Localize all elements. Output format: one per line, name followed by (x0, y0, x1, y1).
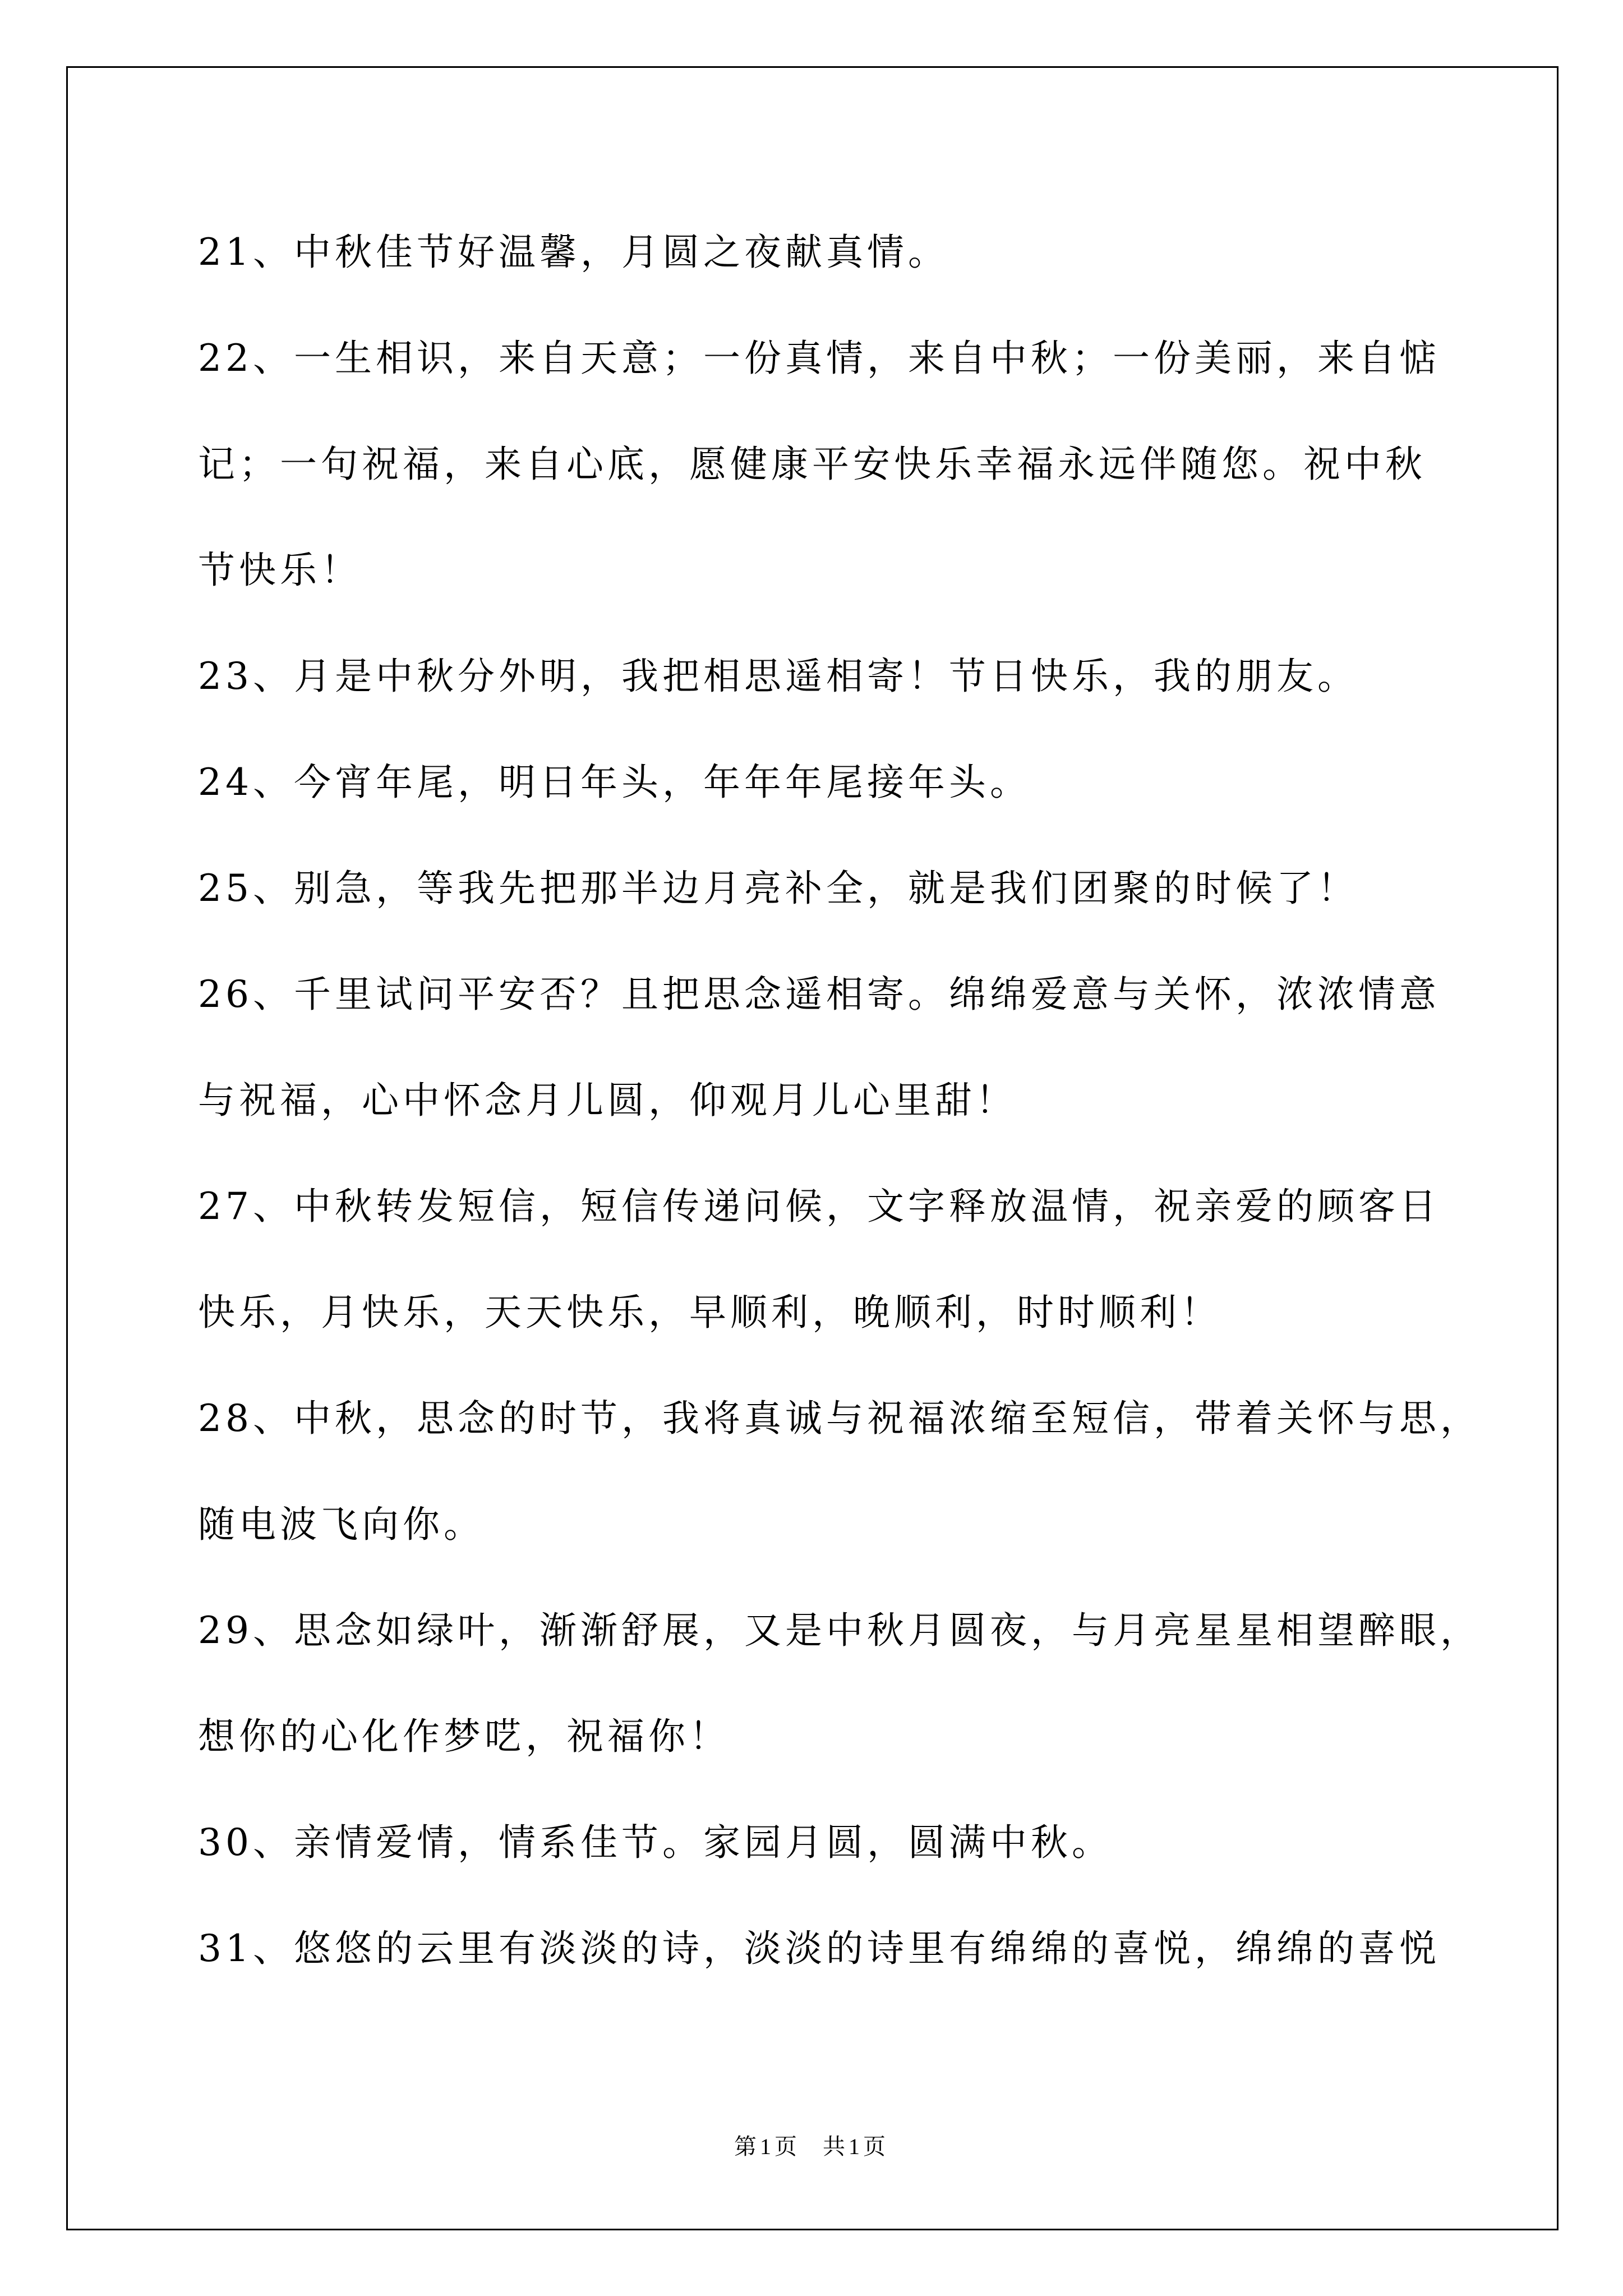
text-line: 随电波飞向你。 (198, 1503, 485, 1546)
text-line: 26、千里试问平安否？且把思念遥相寄。绵绵爱意与关怀，浓浓情意 (198, 973, 1440, 1016)
paragraph-22 (198, 305, 1505, 623)
text-line: 想你的心化作梦呓，祝福你！ (198, 1715, 730, 1758)
text-line: 24、今宵年尾，明日年头，年年年尾接年头。 (198, 761, 1031, 804)
text-line: 29、思念如绿叶，渐渐舒展，又是中秋月圆夜，与月亮星星相望醉眼， (198, 1609, 1481, 1652)
paragraph-27 (198, 1153, 1505, 1365)
text-line: 21、中秋佳节好温馨，月圆之夜献真情。 (198, 231, 949, 274)
text-line: 快乐，月快乐，天天快乐，早顺利，晚顺利，时时顺利！ (198, 1291, 1221, 1334)
paragraph-23 (198, 623, 1505, 729)
text-line: 22、一生相识，来自天意；一份真情，来自中秋；一份美丽，来自惦 (198, 337, 1440, 380)
text-line: 与祝福，心中怀念月儿圆，仰观月儿心里甜！ (198, 1079, 1017, 1122)
text-line: 31、悠悠的云里有淡淡的诗，淡淡的诗里有绵绵的喜悦，绵绵的喜悦 (198, 1927, 1440, 1970)
document-body (198, 199, 1505, 2001)
text-line: 25、别急，等我先把那半边月亮补全，就是我们团聚的时候了！ (198, 867, 1358, 910)
paragraph-25 (198, 835, 1505, 941)
text-line: 23、月是中秋分外明，我把相思遥相寄！节日快乐，我的朋友。 (198, 655, 1358, 698)
text-line: 记；一句祝福，来自心底，愿健康平安快乐幸福永远伴随您。祝中秋 (198, 443, 1426, 486)
paragraph-21 (198, 199, 1505, 305)
page-number: 第1页 (734, 2134, 800, 2159)
page-count: 共1页 (823, 2134, 889, 2159)
text-line: 30、亲情爱情，情系佳节。家园月圆，圆满中秋。 (198, 1821, 1113, 1864)
paragraph-31 (198, 1895, 1505, 2001)
text-line: 27、中秋转发短信，短信传递问候，文字释放温情，祝亲爱的顾客日 (198, 1185, 1440, 1228)
paragraph-28 (198, 1365, 1505, 1577)
page-footer (0, 2133, 1623, 2161)
paragraph-24 (198, 729, 1505, 835)
paragraph-26 (198, 941, 1505, 1153)
text-line: 节快乐！ (198, 549, 362, 592)
text-line: 28、中秋，思念的时节，我将真诚与祝福浓缩至短信，带着关怀与思， (198, 1397, 1481, 1440)
paragraph-30 (198, 1789, 1505, 1895)
paragraph-29 (198, 1577, 1505, 1789)
